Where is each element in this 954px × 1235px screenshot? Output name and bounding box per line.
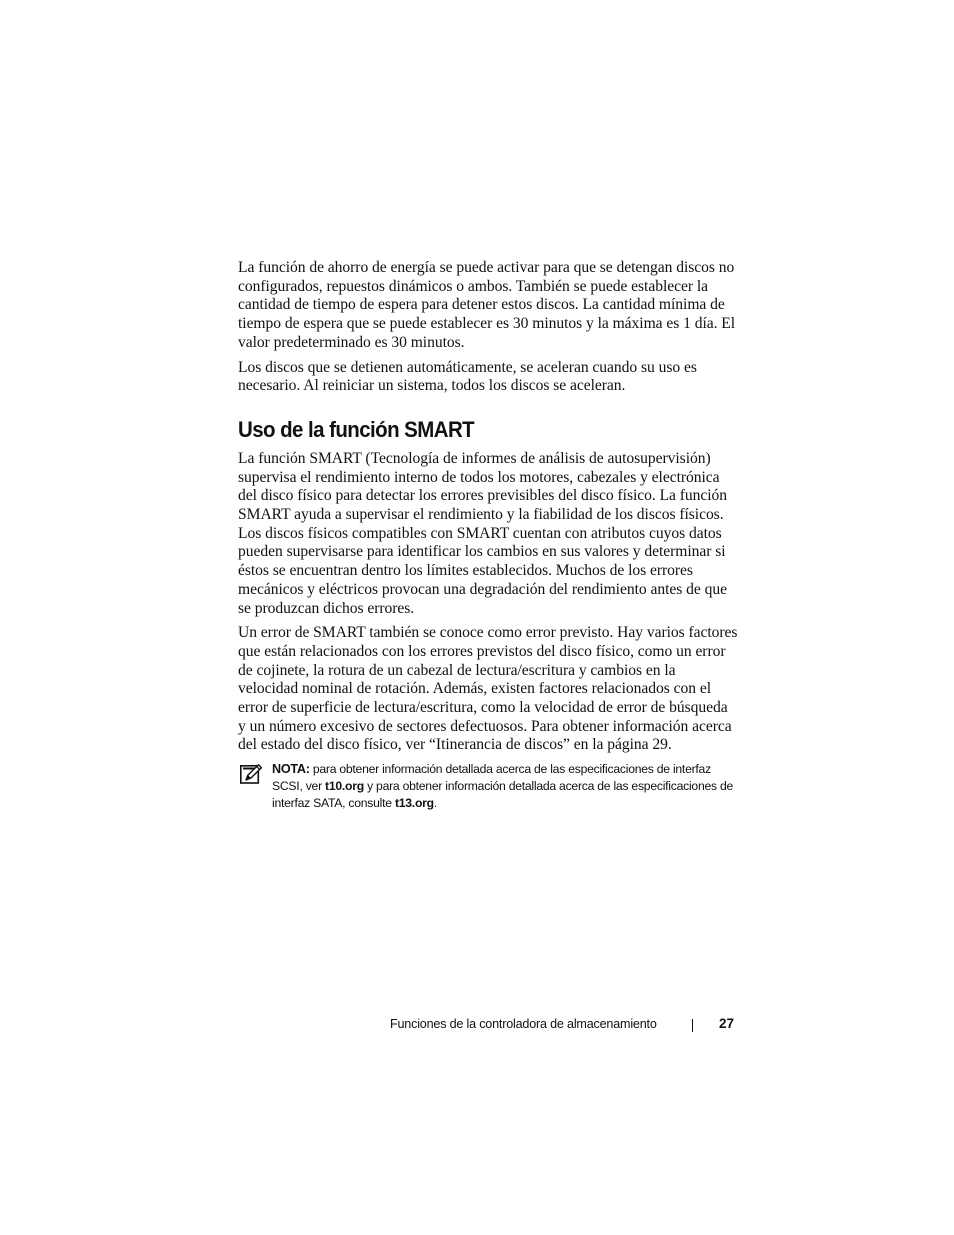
paragraph-spin-up: Los discos que se detienen automáticamente, se aceleran cuando su uso es necesario. Al reiniciar un sistema, todos los discos se aceleran. xyxy=(238,358,697,395)
paragraph-smart-intro: La función SMART (Tecnología de informes de análisis de autosupervisión) supervisa el rendimiento interno de todos los motores, cabezales y electrónica del disco físico para detectar los errores previsibles del disco físico. La función SMART ayuda a supervisar el rendimiento y la fiabilidad de los discos físicos. Los discos físicos compatibles con SMART cuentan con atributos cuyos datos pueden supervisarse para identificar los cambios en sus valores y determinar si éstos se encuentran dentro los límites establecidos. Muchos de los errores mecánicos y eléctricos provocan una degradación del rendimiento antes de que se produzcan dichos errores. xyxy=(238,449,728,617)
footer-title: Funciones de la controladora de almacenamiento xyxy=(390,1017,657,1031)
page-footer xyxy=(390,1015,738,1035)
link-t13[interactable]: t13.org xyxy=(394,796,434,811)
note-text-2: y para obtener información detallada acerca de las especificaciones de interfaz SATA, consulte xyxy=(272,779,734,811)
note-label: NOTA: xyxy=(272,762,310,777)
note-text-3: . xyxy=(433,796,437,811)
page-number: 27 xyxy=(718,1016,734,1031)
note-text-1: para obtener información detallada acerca de las especificaciones de interfaz SCSI, ver xyxy=(272,762,711,794)
pencil-note-icon xyxy=(240,764,262,784)
footer-separator xyxy=(692,1019,693,1032)
section-heading: Uso de la función SMART xyxy=(238,416,475,442)
paragraph-smart-error: Un error de SMART también se conoce como error previsto. Hay varios factores que están relacionados con los errores previstos del disco físico, como un error de cojinete, la rotura de un cabezal de lectura/escritura y cambios en la velocidad nominal de rotación. Además, existen factores relacionados con el error de superficie de lectura/escritura, como la velocidad de error de búsqueda y un número excesivo de sectores defectuosos. Para obtener información acerca del estado del disco físico, ver “Itinerancia de discos” en la página 29. xyxy=(238,624,738,754)
page-content xyxy=(238,259,738,812)
note-block xyxy=(238,761,738,812)
paragraph-power-saving: La función de ahorro de energía se puede activar para que se detengan discos no configurados, repuestos dinámicos o ambos. También se puede establecer la cantidad de tiempo de espera para detener estos discos. La cantidad mínima de tiempo de espera que se puede establecer es 30 minutos y la máxima es 1 día. El valor predeterminado es 30 minutos. xyxy=(238,259,736,351)
link-t10[interactable]: t10.org xyxy=(325,779,364,794)
